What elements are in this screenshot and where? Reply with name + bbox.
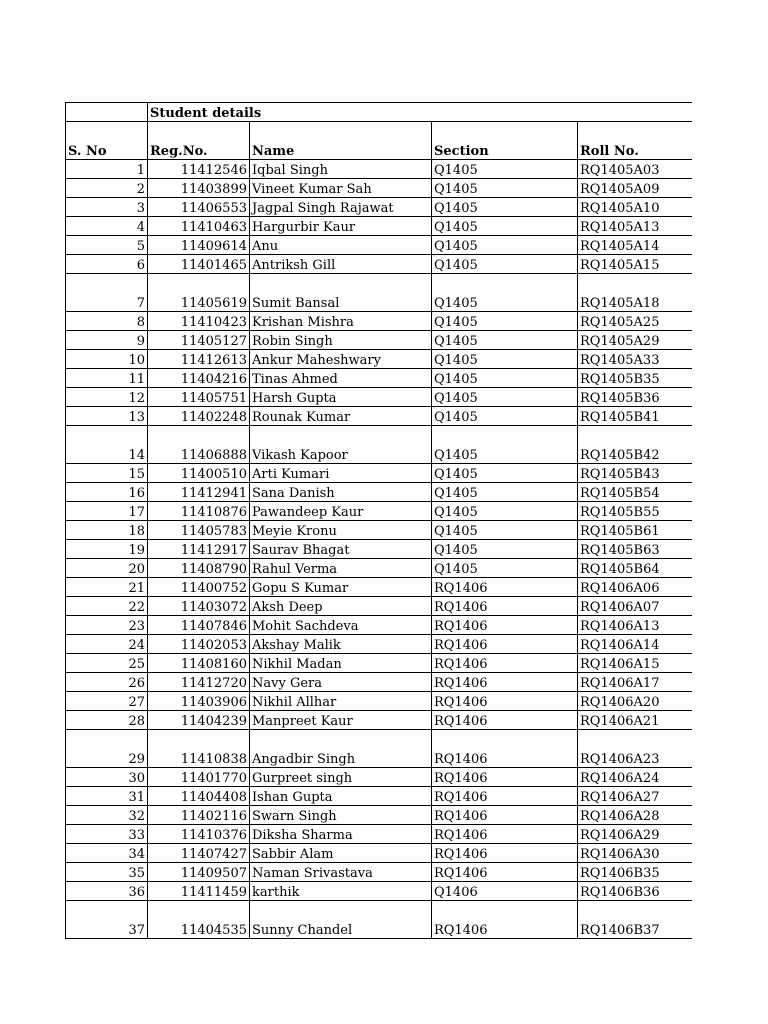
table-row bbox=[66, 730, 692, 768]
cell-name: Sana Danish bbox=[250, 483, 432, 502]
cell-section: RQ1406 bbox=[432, 863, 578, 882]
cell-section: RQ1406 bbox=[432, 901, 578, 939]
cell-sno: 4 bbox=[66, 217, 148, 236]
cell-section: Q1405 bbox=[432, 407, 578, 426]
cell-sno: 15 bbox=[66, 464, 148, 483]
cell-section: RQ1406 bbox=[432, 768, 578, 787]
cell-name: Meyie Kronu bbox=[250, 521, 432, 540]
cell-sno: 25 bbox=[66, 654, 148, 673]
table-row bbox=[66, 559, 692, 578]
cell-roll: RQ1405B43 bbox=[578, 464, 692, 483]
cell-sno: 30 bbox=[66, 768, 148, 787]
header-section: Section bbox=[432, 122, 578, 160]
cell-reg: 11401770 bbox=[148, 768, 250, 787]
cell-section: Q1405 bbox=[432, 540, 578, 559]
table-row bbox=[66, 844, 692, 863]
cell-sno: 37 bbox=[66, 901, 148, 939]
table-row bbox=[66, 787, 692, 806]
table-row bbox=[66, 806, 692, 825]
cell-section: Q1405 bbox=[432, 274, 578, 312]
cell-sno: 36 bbox=[66, 882, 148, 901]
cell-reg: 11412720 bbox=[148, 673, 250, 692]
cell-section: RQ1406 bbox=[432, 616, 578, 635]
cell-roll: RQ1405A09 bbox=[578, 179, 692, 198]
cell-reg: 11412917 bbox=[148, 540, 250, 559]
cell-sno: 33 bbox=[66, 825, 148, 844]
cell-section: RQ1406 bbox=[432, 654, 578, 673]
cell-section: Q1405 bbox=[432, 160, 578, 179]
cell-sno: 14 bbox=[66, 426, 148, 464]
cell-roll: RQ1405B64 bbox=[578, 559, 692, 578]
cell-roll: RQ1406A27 bbox=[578, 787, 692, 806]
cell-reg: 11405619 bbox=[148, 274, 250, 312]
cell-reg: 11412941 bbox=[148, 483, 250, 502]
table-row bbox=[66, 388, 692, 407]
cell-name: Robin Singh bbox=[250, 331, 432, 350]
cell-roll: RQ1405B35 bbox=[578, 369, 692, 388]
cell-reg: 11409507 bbox=[148, 863, 250, 882]
cell-sno: 21 bbox=[66, 578, 148, 597]
cell-reg: 11410463 bbox=[148, 217, 250, 236]
cell-roll: RQ1405A03 bbox=[578, 160, 692, 179]
table-row bbox=[66, 540, 692, 559]
cell-section: Q1405 bbox=[432, 198, 578, 217]
cell-reg: 11409614 bbox=[148, 236, 250, 255]
header-name: Name bbox=[250, 122, 432, 160]
cell-reg: 11401465 bbox=[148, 255, 250, 274]
cell-section: RQ1406 bbox=[432, 806, 578, 825]
cell-reg: 11407846 bbox=[148, 616, 250, 635]
table-row bbox=[66, 179, 692, 198]
cell-name: Hargurbir Kaur bbox=[250, 217, 432, 236]
cell-section: Q1405 bbox=[432, 217, 578, 236]
cell-roll: RQ1406A20 bbox=[578, 692, 692, 711]
cell-roll: RQ1405A14 bbox=[578, 236, 692, 255]
cell-sno: 8 bbox=[66, 312, 148, 331]
table-row bbox=[66, 350, 692, 369]
cell-sno: 19 bbox=[66, 540, 148, 559]
table-row bbox=[66, 236, 692, 255]
cell-name: Sunny Chandel bbox=[250, 901, 432, 939]
table-row bbox=[66, 654, 692, 673]
cell-roll: RQ1406B37 bbox=[578, 901, 692, 939]
table-row bbox=[66, 483, 692, 502]
table-row bbox=[66, 692, 692, 711]
cell-roll: RQ1405B42 bbox=[578, 426, 692, 464]
cell-name: Mohit Sachdeva bbox=[250, 616, 432, 635]
cell-name: Tinas Ahmed bbox=[250, 369, 432, 388]
cell-sno: 20 bbox=[66, 559, 148, 578]
cell-roll: RQ1405A13 bbox=[578, 217, 692, 236]
table-row bbox=[66, 331, 692, 350]
cell-reg: 11408160 bbox=[148, 654, 250, 673]
cell-name: Saurav Bhagat bbox=[250, 540, 432, 559]
cell-section: RQ1406 bbox=[432, 635, 578, 654]
table-row bbox=[66, 768, 692, 787]
cell-reg: 11406888 bbox=[148, 426, 250, 464]
cell-section: Q1405 bbox=[432, 255, 578, 274]
cell-sno: 3 bbox=[66, 198, 148, 217]
cell-sno: 35 bbox=[66, 863, 148, 882]
cell-roll: RQ1406B36 bbox=[578, 882, 692, 901]
table-row bbox=[66, 825, 692, 844]
cell-sno: 16 bbox=[66, 483, 148, 502]
cell-section: RQ1406 bbox=[432, 711, 578, 730]
cell-roll: RQ1406A13 bbox=[578, 616, 692, 635]
cell-name: Ishan Gupta bbox=[250, 787, 432, 806]
cell-name: Ankur Maheshwary bbox=[250, 350, 432, 369]
cell-roll: RQ1405A18 bbox=[578, 274, 692, 312]
cell-roll: RQ1406A30 bbox=[578, 844, 692, 863]
table-row bbox=[66, 882, 692, 901]
cell-name: Sumit Bansal bbox=[250, 274, 432, 312]
cell-roll: RQ1406A17 bbox=[578, 673, 692, 692]
cell-section: Q1405 bbox=[432, 483, 578, 502]
cell-sno: 34 bbox=[66, 844, 148, 863]
cell-section: RQ1406 bbox=[432, 597, 578, 616]
table-row bbox=[66, 711, 692, 730]
cell-section: RQ1406 bbox=[432, 844, 578, 863]
cell-name: Antriksh Gill bbox=[250, 255, 432, 274]
cell-name: Vineet Kumar Sah bbox=[250, 179, 432, 198]
header-roll: Roll No. bbox=[578, 122, 692, 160]
cell-sno: 13 bbox=[66, 407, 148, 426]
cell-section: Q1405 bbox=[432, 369, 578, 388]
cell-reg: 11405751 bbox=[148, 388, 250, 407]
cell-section: RQ1406 bbox=[432, 730, 578, 768]
cell-reg: 11410423 bbox=[148, 312, 250, 331]
cell-name: Nikhil Allhar bbox=[250, 692, 432, 711]
title-blank-cell bbox=[66, 103, 148, 122]
cell-sno: 12 bbox=[66, 388, 148, 407]
cell-section: RQ1406 bbox=[432, 692, 578, 711]
cell-section: Q1405 bbox=[432, 464, 578, 483]
cell-name: Diksha Sharma bbox=[250, 825, 432, 844]
cell-section: RQ1406 bbox=[432, 673, 578, 692]
table-row bbox=[66, 464, 692, 483]
cell-sno: 22 bbox=[66, 597, 148, 616]
cell-name: Swarn Singh bbox=[250, 806, 432, 825]
cell-section: RQ1406 bbox=[432, 787, 578, 806]
title-row bbox=[66, 103, 692, 122]
cell-roll: RQ1405A10 bbox=[578, 198, 692, 217]
table-row bbox=[66, 274, 692, 312]
cell-name: karthik bbox=[250, 882, 432, 901]
cell-sno: 28 bbox=[66, 711, 148, 730]
cell-roll: RQ1405B36 bbox=[578, 388, 692, 407]
cell-reg: 11404239 bbox=[148, 711, 250, 730]
cell-sno: 1 bbox=[66, 160, 148, 179]
cell-roll: RQ1405A25 bbox=[578, 312, 692, 331]
table-title: Student details bbox=[148, 103, 692, 122]
cell-roll: RQ1405A15 bbox=[578, 255, 692, 274]
cell-name: Anu bbox=[250, 236, 432, 255]
cell-roll: RQ1406A15 bbox=[578, 654, 692, 673]
cell-section: Q1405 bbox=[432, 331, 578, 350]
cell-name: Vikash Kapoor bbox=[250, 426, 432, 464]
cell-name: Gurpreet singh bbox=[250, 768, 432, 787]
table-row bbox=[66, 635, 692, 654]
cell-name: Navy Gera bbox=[250, 673, 432, 692]
table-row bbox=[66, 160, 692, 179]
cell-name: Sabbir Alam bbox=[250, 844, 432, 863]
cell-sno: 11 bbox=[66, 369, 148, 388]
table-row bbox=[66, 863, 692, 882]
cell-reg: 11410376 bbox=[148, 825, 250, 844]
cell-roll: RQ1405B41 bbox=[578, 407, 692, 426]
cell-reg: 11403906 bbox=[148, 692, 250, 711]
cell-name: Gopu S Kumar bbox=[250, 578, 432, 597]
cell-roll: RQ1405B61 bbox=[578, 521, 692, 540]
cell-section: Q1405 bbox=[432, 502, 578, 521]
table-row bbox=[66, 198, 692, 217]
cell-name: Jagpal Singh Rajawat bbox=[250, 198, 432, 217]
cell-reg: 11403072 bbox=[148, 597, 250, 616]
cell-roll: RQ1406A29 bbox=[578, 825, 692, 844]
cell-name: Rounak Kumar bbox=[250, 407, 432, 426]
cell-section: Q1405 bbox=[432, 521, 578, 540]
cell-reg: 11402248 bbox=[148, 407, 250, 426]
cell-roll: RQ1406A14 bbox=[578, 635, 692, 654]
cell-reg: 11412546 bbox=[148, 160, 250, 179]
cell-section: Q1405 bbox=[432, 559, 578, 578]
cell-reg: 11405127 bbox=[148, 331, 250, 350]
table-row bbox=[66, 521, 692, 540]
cell-name: Arti Kumari bbox=[250, 464, 432, 483]
cell-sno: 27 bbox=[66, 692, 148, 711]
cell-reg: 11402116 bbox=[148, 806, 250, 825]
cell-sno: 5 bbox=[66, 236, 148, 255]
cell-section: Q1406 bbox=[432, 882, 578, 901]
cell-sno: 26 bbox=[66, 673, 148, 692]
cell-sno: 23 bbox=[66, 616, 148, 635]
cell-section: Q1405 bbox=[432, 388, 578, 407]
cell-name: Angadbir Singh bbox=[250, 730, 432, 768]
cell-name: Manpreet Kaur bbox=[250, 711, 432, 730]
cell-reg: 11408790 bbox=[148, 559, 250, 578]
cell-reg: 11404216 bbox=[148, 369, 250, 388]
cell-reg: 11405783 bbox=[148, 521, 250, 540]
cell-section: Q1405 bbox=[432, 426, 578, 464]
table-row bbox=[66, 578, 692, 597]
cell-reg: 11404408 bbox=[148, 787, 250, 806]
table-row bbox=[66, 901, 692, 939]
table-row bbox=[66, 426, 692, 464]
cell-roll: RQ1406A23 bbox=[578, 730, 692, 768]
cell-name: Krishan Mishra bbox=[250, 312, 432, 331]
cell-reg: 11411459 bbox=[148, 882, 250, 901]
cell-roll: RQ1405B63 bbox=[578, 540, 692, 559]
table-row bbox=[66, 369, 692, 388]
cell-reg: 11406553 bbox=[148, 198, 250, 217]
cell-section: Q1405 bbox=[432, 236, 578, 255]
table-row bbox=[66, 502, 692, 521]
cell-roll: RQ1406A24 bbox=[578, 768, 692, 787]
cell-name: Pawandeep Kaur bbox=[250, 502, 432, 521]
cell-roll: RQ1406A21 bbox=[578, 711, 692, 730]
cell-roll: RQ1406A28 bbox=[578, 806, 692, 825]
table-row bbox=[66, 255, 692, 274]
cell-reg: 11400752 bbox=[148, 578, 250, 597]
cell-reg: 11410838 bbox=[148, 730, 250, 768]
table-row bbox=[66, 217, 692, 236]
cell-roll: RQ1405A29 bbox=[578, 331, 692, 350]
cell-name: Naman Srivastava bbox=[250, 863, 432, 882]
header-reg: Reg.No. bbox=[148, 122, 250, 160]
student-table bbox=[65, 102, 692, 939]
cell-sno: 24 bbox=[66, 635, 148, 654]
table-row bbox=[66, 407, 692, 426]
cell-reg: 11400510 bbox=[148, 464, 250, 483]
cell-sno: 7 bbox=[66, 274, 148, 312]
cell-roll: RQ1406A07 bbox=[578, 597, 692, 616]
table-row bbox=[66, 616, 692, 635]
cell-section: Q1405 bbox=[432, 350, 578, 369]
cell-sno: 2 bbox=[66, 179, 148, 198]
cell-sno: 29 bbox=[66, 730, 148, 768]
cell-sno: 17 bbox=[66, 502, 148, 521]
cell-name: Aksh Deep bbox=[250, 597, 432, 616]
cell-sno: 10 bbox=[66, 350, 148, 369]
cell-reg: 11407427 bbox=[148, 844, 250, 863]
cell-sno: 31 bbox=[66, 787, 148, 806]
cell-reg: 11404535 bbox=[148, 901, 250, 939]
cell-section: Q1405 bbox=[432, 312, 578, 331]
cell-name: Rahul Verma bbox=[250, 559, 432, 578]
header-row bbox=[66, 122, 692, 160]
cell-roll: RQ1405B55 bbox=[578, 502, 692, 521]
table-row bbox=[66, 673, 692, 692]
cell-section: Q1405 bbox=[432, 179, 578, 198]
cell-roll: RQ1406B35 bbox=[578, 863, 692, 882]
cell-sno: 18 bbox=[66, 521, 148, 540]
cell-reg: 11410876 bbox=[148, 502, 250, 521]
cell-sno: 32 bbox=[66, 806, 148, 825]
cell-roll: RQ1405A33 bbox=[578, 350, 692, 369]
cell-sno: 6 bbox=[66, 255, 148, 274]
header-sno: S. No bbox=[66, 122, 148, 160]
cell-section: RQ1406 bbox=[432, 825, 578, 844]
cell-section: RQ1406 bbox=[432, 578, 578, 597]
cell-name: Nikhil Madan bbox=[250, 654, 432, 673]
cell-reg: 11403899 bbox=[148, 179, 250, 198]
table-row bbox=[66, 312, 692, 331]
table-row bbox=[66, 597, 692, 616]
cell-name: Harsh Gupta bbox=[250, 388, 432, 407]
cell-roll: RQ1405B54 bbox=[578, 483, 692, 502]
cell-reg: 11402053 bbox=[148, 635, 250, 654]
cell-sno: 9 bbox=[66, 331, 148, 350]
cell-reg: 11412613 bbox=[148, 350, 250, 369]
cell-roll: RQ1406A06 bbox=[578, 578, 692, 597]
cell-name: Iqbal Singh bbox=[250, 160, 432, 179]
cell-name: Akshay Malik bbox=[250, 635, 432, 654]
